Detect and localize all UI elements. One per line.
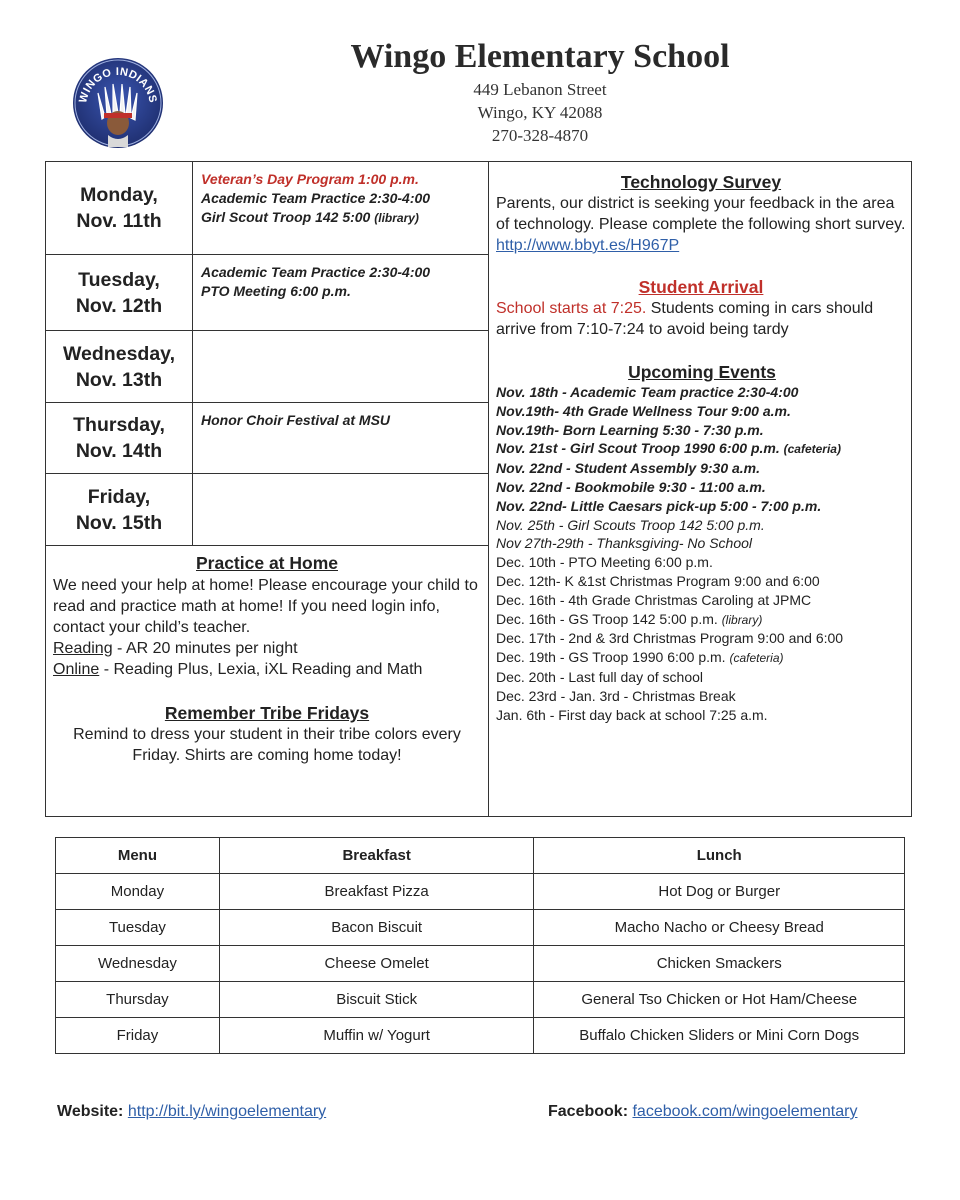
weekly-calendar-box xyxy=(45,161,912,817)
day-label xyxy=(46,162,193,254)
event-item: Dec. 16th - GS Troop 142 5:00 p.m. (library) xyxy=(496,610,763,627)
day-date: Nov. 12th xyxy=(75,294,163,317)
phone-number: 270-328-4870 xyxy=(491,126,589,145)
event-item: Dec. 20th - Last full day of school xyxy=(496,668,703,685)
event-line: PTO Meeting 6:00 p.m. xyxy=(201,283,351,299)
menu-day: Monday xyxy=(56,874,220,910)
event-line: Academic Team Practice 2:30-4:00 xyxy=(201,264,431,280)
tribe-section xyxy=(53,703,481,766)
arrival-title: Student Arrival xyxy=(638,277,764,297)
day-date: Nov. 14th xyxy=(75,440,163,462)
day-name: Friday, xyxy=(87,485,151,508)
facebook-link[interactable]: facebook.com/wingoelementary xyxy=(632,1103,858,1120)
practice-reading: Reading - AR 20 minutes per night xyxy=(53,640,298,657)
event-item: Dec. 23rd - Jan. 3rd - Christmas Break xyxy=(496,687,736,704)
event-item: Dec. 10th - PTO Meeting 6:00 p.m. xyxy=(496,554,713,571)
practice-section xyxy=(53,553,481,680)
day-label xyxy=(46,474,193,545)
table-header-row xyxy=(56,838,905,874)
menu-day: Tuesday xyxy=(56,910,220,946)
column-header: Menu xyxy=(56,838,220,874)
event-line: Girl Scout Troop 142 5:00 (library) xyxy=(201,209,419,225)
event-item: Nov. 25th - Girl Scouts Troop 142 5:00 p.m. xyxy=(496,516,765,533)
event-line: Honor Choir Festival at MSU xyxy=(201,412,391,428)
footer-website xyxy=(57,1103,326,1121)
upcoming-section xyxy=(496,362,908,724)
event-item: Nov. 22nd - Student Assembly 9:30 a.m. xyxy=(496,460,761,477)
day-row-tuesday xyxy=(46,255,489,331)
tribe-body: Remind to dress your student in their tribe colors every Friday. Shirts are coming home today! xyxy=(73,726,461,764)
day-row-monday xyxy=(46,162,489,255)
school-name: Wingo Elementary School xyxy=(350,38,730,75)
address-street: 449 Lebanon Street xyxy=(473,80,607,99)
day-name: Tuesday, xyxy=(78,268,160,291)
event-item: Nov 27th-29th - Thanksgiving- No School xyxy=(496,535,753,552)
event-line: Academic Team Practice 2:30-4:00 xyxy=(201,190,431,206)
menu-lunch: Chicken Smackers xyxy=(534,946,905,982)
event-item: Dec. 19th - GS Troop 1990 6:00 p.m. (cafeteria) xyxy=(496,649,784,666)
menu-lunch: Hot Dog or Burger xyxy=(534,874,905,910)
website-link[interactable]: http://bit.ly/wingoelementary xyxy=(127,1103,327,1120)
practice-body: We need your help at home! Please encourage your child to read and practice math at home! If you need login info, contact your child’s teacher. xyxy=(53,577,478,636)
menu-day: Thursday xyxy=(56,982,220,1018)
arrival-body: School starts at 7:25. Students coming in cars should arrive from 7:10-7:24 to avoid being tardy xyxy=(496,300,874,338)
school-logo xyxy=(72,57,164,149)
menu-breakfast: Cheese Omelet xyxy=(219,946,534,982)
day-date: Nov. 15th xyxy=(75,511,163,534)
menu-lunch: General Tso Chicken or Hot Ham/Cheese xyxy=(534,982,905,1018)
day-row-wednesday xyxy=(46,331,489,403)
address-city: Wingo, KY 42088 xyxy=(477,103,603,122)
event-item: Nov.19th- Born Learning 5:30 - 7:30 p.m. xyxy=(496,421,764,438)
day-events xyxy=(201,411,483,430)
day-name: Wednesday, xyxy=(63,342,175,365)
menu-lunch: Buffalo Chicken Sliders or Mini Corn Dogs xyxy=(534,1018,905,1054)
lunch-menu-table xyxy=(55,837,905,1054)
practice-online: Online - Reading Plus, Lexia, iXL Reading and Math xyxy=(53,661,423,678)
event-item: Dec. 12th- K &1st Christmas Program 9:00 and 6:00 xyxy=(496,572,820,589)
event-item: Nov. 18th - Academic Team practice 2:30-4:00 xyxy=(496,384,799,400)
logo-emblem-icon xyxy=(72,57,164,149)
menu-day: Wednesday xyxy=(56,946,220,982)
logo-text: WINGO INDIANS xyxy=(77,65,159,105)
survey-link[interactable]: http://www.bbyt.es/H967P xyxy=(496,237,680,254)
column-header: Lunch xyxy=(534,838,905,874)
day-label xyxy=(46,331,193,402)
day-date: Nov. 11th xyxy=(76,210,162,232)
upcoming-title: Upcoming Events xyxy=(628,362,776,382)
event-item: Nov. 22nd- Little Caesars pick-up 5:00 - 7:00 p.m. xyxy=(496,497,822,514)
facebook-label: Facebook: xyxy=(548,1103,629,1120)
upcoming-list xyxy=(496,383,908,724)
event-item: Nov. 21st - Girl Scout Troop 1990 6:00 p.m. (cafeteria) xyxy=(496,440,841,457)
tech-section xyxy=(496,172,906,256)
practice-title: Practice at Home xyxy=(195,553,338,573)
day-name: Monday, xyxy=(80,184,158,206)
column-header: Breakfast xyxy=(219,838,534,874)
day-label xyxy=(46,255,193,330)
table-row xyxy=(56,982,905,1018)
menu-breakfast: Muffin w/ Yogurt xyxy=(219,1018,534,1054)
menu-lunch: Macho Nacho or Cheesy Bread xyxy=(534,910,905,946)
footer-facebook xyxy=(548,1103,857,1121)
tribe-title: Remember Tribe Fridays xyxy=(164,703,370,723)
table-row xyxy=(56,874,905,910)
menu-breakfast: Biscuit Stick xyxy=(219,982,534,1018)
day-events xyxy=(201,170,483,228)
tech-title: Technology Survey xyxy=(620,172,782,192)
event-item: Jan. 6th - First day back at school 7:25 a.m. xyxy=(496,706,768,723)
event-item: Dec. 17th - 2nd & 3rd Christmas Program 9:00 and 6:00 xyxy=(496,630,844,647)
menu-day: Friday xyxy=(56,1018,220,1054)
day-row-friday xyxy=(46,474,489,546)
menu-breakfast: Bacon Biscuit xyxy=(219,910,534,946)
event-item: Nov.19th- 4th Grade Wellness Tour 9:00 a.m. xyxy=(496,402,791,419)
table-row xyxy=(56,1018,905,1054)
day-name: Thursday, xyxy=(73,414,165,436)
day-row-thursday xyxy=(46,403,489,474)
event-item: Nov. 22nd - Bookmobile 9:30 - 11:00 a.m. xyxy=(496,478,766,495)
website-label: Website: xyxy=(57,1103,124,1120)
table-row xyxy=(56,946,905,982)
menu-breakfast: Breakfast Pizza xyxy=(219,874,534,910)
event-item: Dec. 16th - 4th Grade Christmas Caroling at JPMC xyxy=(496,591,812,608)
event-line: Veteran’s Day Program 1:00 p.m. xyxy=(201,171,419,187)
arrival-section xyxy=(496,277,906,340)
table-row xyxy=(56,910,905,946)
day-date: Nov. 13th xyxy=(75,368,163,391)
day-label xyxy=(46,403,193,473)
day-events xyxy=(201,263,483,301)
tech-body: Parents, our district is seeking your feedback in the area of technology. Please complete the following short survey. http://www.bbyt.es/H967P xyxy=(496,195,906,254)
